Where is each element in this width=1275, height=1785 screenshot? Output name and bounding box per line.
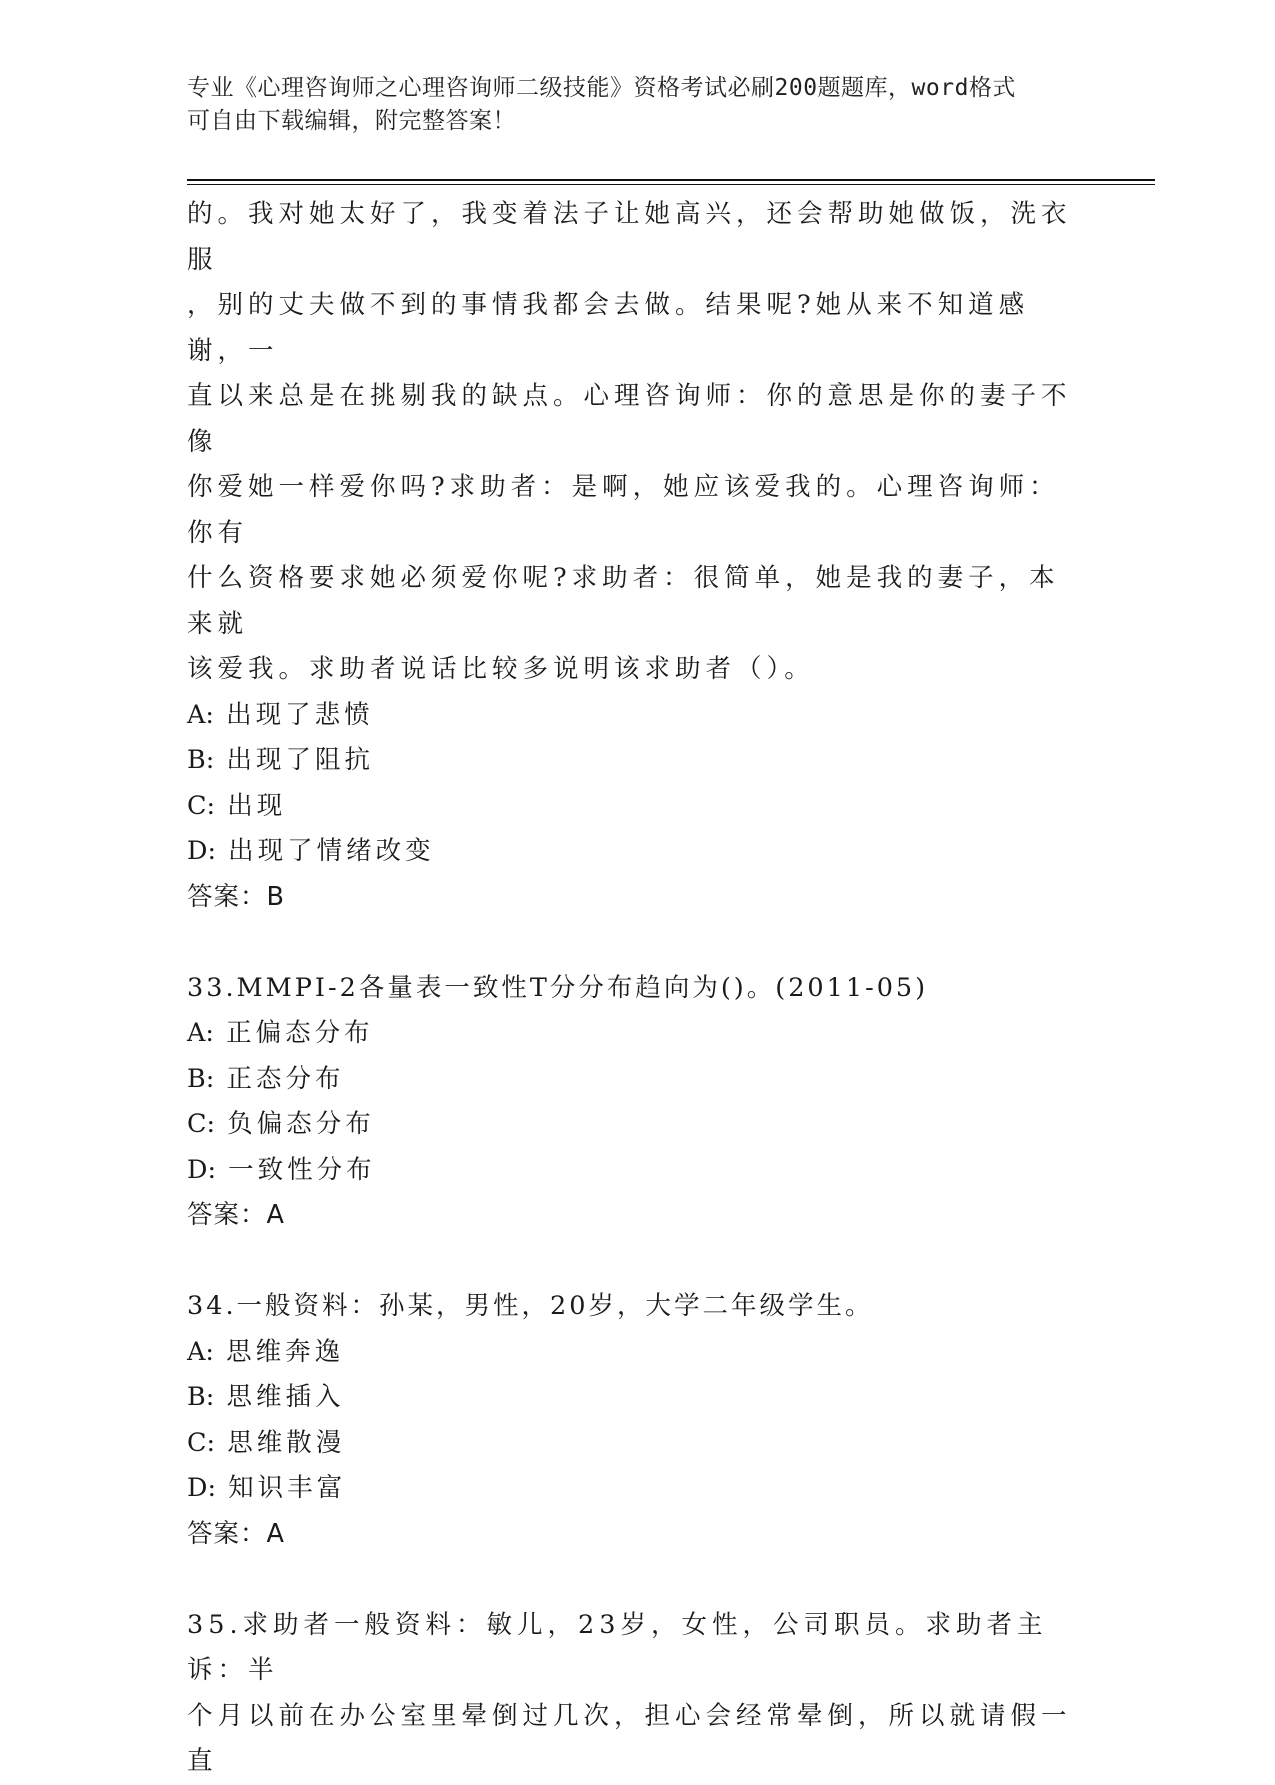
answer-line: 答案：B (187, 881, 285, 912)
option-d (187, 1148, 1087, 1194)
header-divider (187, 179, 1155, 186)
question-33 (187, 966, 1087, 1239)
question-32-continuation (187, 192, 1087, 920)
option-a (187, 693, 1087, 739)
header-line-2: 可自由下载编辑，附完整答案！ (187, 108, 516, 134)
option-text: 知识丰富 (228, 1473, 347, 1503)
option-text: 出现了情绪改变 (228, 836, 435, 866)
option-key: C: (187, 790, 216, 821)
option-a (187, 1330, 1087, 1376)
option-text: 正态分布 (226, 1063, 345, 1094)
spacer (187, 1239, 1087, 1285)
question-text-line: 个月以前在办公室里晕倒过几次，担心会经常晕倒，所以就请假一直 (187, 1700, 1072, 1776)
question-stem: 34.一般资料：孙某，男性，20岁，大学二年级学生。 (187, 1291, 874, 1321)
option-text: 正偏态分布 (226, 1018, 374, 1048)
option-key: C: (187, 1109, 216, 1139)
question-35 (187, 1603, 1087, 1785)
option-text: 思维散漫 (227, 1427, 346, 1458)
option-text: 思维奔逸 (226, 1336, 345, 1367)
header-rule-thick (187, 179, 1155, 181)
option-text: 出现 (227, 790, 287, 821)
option-key: C: (187, 1427, 216, 1458)
option-text: 出现了悲愤 (226, 699, 374, 730)
header-line-1: 专业《心理咨询师之心理咨询师二级技能》资格考试必刷200题题库，word格式 (187, 75, 1016, 101)
page-header (187, 72, 1067, 138)
question-text-line: 你爱她一样爱你吗?求助者：是啊，她应该爱我的。心理咨询师：你有 (187, 472, 1060, 548)
option-text: 一致性分布 (228, 1154, 376, 1185)
option-b (187, 738, 1087, 784)
question-34 (187, 1284, 1087, 1557)
option-b (187, 1057, 1087, 1103)
option-text: 思维插入 (226, 1382, 345, 1412)
option-key: D: (187, 836, 217, 866)
option-key: A: (187, 699, 215, 730)
page-content (187, 192, 1087, 1785)
question-stem: 33.MMPI-2各量表一致性T分分布趋向为()。(2011-05) (187, 972, 929, 1003)
option-text: 出现了阻抗 (226, 745, 374, 775)
option-key: B: (187, 745, 215, 775)
header-rule-thin (187, 184, 1155, 185)
option-key: B: (187, 1063, 215, 1094)
question-text-line: ，别的丈夫做不到的事情我都会去做。结果呢?她从来不知道感谢，一 (187, 290, 1030, 366)
spacer (187, 920, 1087, 966)
spacer (187, 1557, 1087, 1603)
option-key: D: (187, 1154, 217, 1185)
option-d (187, 1466, 1087, 1512)
option-a (187, 1011, 1087, 1057)
option-c (187, 784, 1087, 830)
option-key: A: (187, 1336, 215, 1367)
answer-line: 答案：A (187, 1518, 285, 1549)
answer-line: 答案：A (187, 1200, 285, 1230)
option-text: 负偏态分布 (227, 1109, 375, 1139)
option-c (187, 1102, 1087, 1148)
option-d (187, 829, 1087, 875)
question-text-line: 直以来总是在挑剔我的缺点。心理咨询师：你的意思是你的妻子不像 (187, 381, 1072, 457)
question-text-line: 的。我对她太好了，我变着法子让她高兴，还会帮助她做饭，洗衣服 (187, 199, 1072, 275)
option-c (187, 1421, 1087, 1467)
option-key: A: (187, 1018, 215, 1048)
question-text-line: 35.求助者一般资料：敏儿，23岁，女性，公司职员。求助者主诉：半 (187, 1609, 1048, 1685)
question-text-line: 该爱我。求助者说话比较多说明该求助者（）。 (187, 654, 815, 684)
question-text-line: 什么资格要求她必须爱你呢?求助者：很简单，她是我的妻子，本来就 (187, 563, 1060, 639)
option-b (187, 1375, 1087, 1421)
option-key: B: (187, 1382, 215, 1412)
option-key: D: (187, 1473, 217, 1503)
